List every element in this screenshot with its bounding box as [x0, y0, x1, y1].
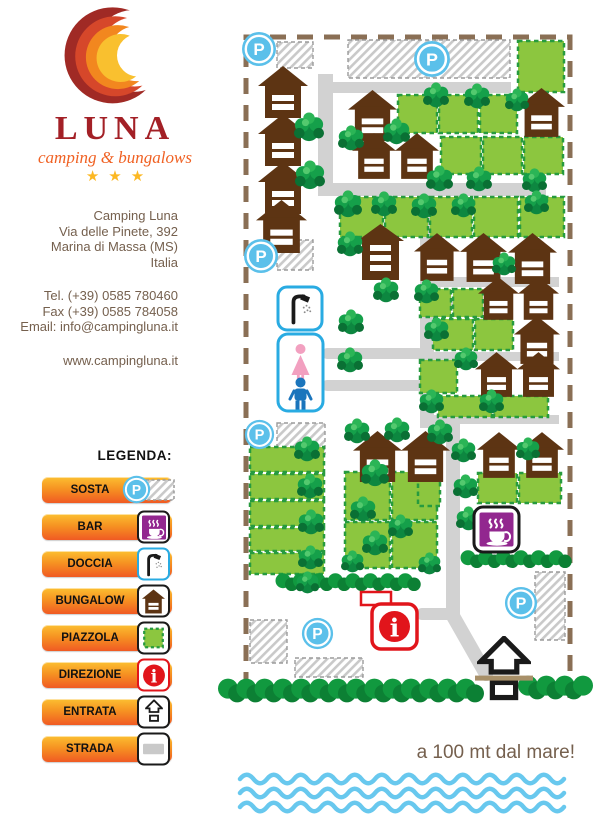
brand-tagline: camping & bungalows [38, 148, 192, 167]
parking-area [250, 620, 287, 663]
pitch-icon [137, 622, 170, 655]
pitch-area [483, 137, 522, 174]
hedge [218, 679, 484, 703]
parking-icon [414, 41, 450, 77]
parking-icon [244, 239, 278, 273]
bungalow-icon [137, 585, 170, 618]
road [322, 380, 424, 391]
parking-icon [505, 587, 537, 619]
fax-line: Fax (+39) 0585 784058 [42, 303, 178, 319]
entrance-arrow-icon [137, 696, 170, 729]
legend-label: BAR [77, 521, 103, 533]
legend-label: SOSTA [70, 484, 110, 496]
info-icon [372, 604, 417, 649]
legend-item-direzione [42, 662, 172, 688]
legend-item-piazzola [42, 625, 172, 651]
website-url[interactable]: www.campingluna.it [63, 352, 178, 368]
address-line: Camping Luna [93, 208, 178, 223]
sea-wave [240, 775, 564, 784]
parking-icon [120, 475, 176, 505]
road [322, 348, 424, 359]
road [453, 616, 486, 674]
legend-label: STRADA [66, 743, 114, 755]
road-icon [137, 733, 170, 766]
tree-icon [344, 418, 370, 443]
pitch-area [518, 41, 564, 92]
legend-item-strada [42, 736, 172, 762]
legend-item-entrata [42, 699, 172, 725]
rating-stars: ★★★ [85, 168, 154, 185]
address-line: Marina di Massa (MS) [50, 239, 178, 254]
bar-icon [137, 511, 170, 544]
parking-area [535, 572, 565, 640]
bar-icon [474, 507, 519, 552]
legend-item-doccia [42, 551, 172, 577]
shower-icon [137, 548, 170, 581]
parking-icon [245, 420, 274, 449]
email-line[interactable]: Email: info@campingluna.it [20, 319, 178, 334]
pitch-area [524, 137, 563, 174]
info-icon [137, 659, 170, 692]
sea-wave [240, 803, 564, 812]
pitch-area [420, 360, 457, 393]
parking-icon [302, 618, 333, 649]
phone-line: Tel. (+39) 0585 780460 [43, 288, 178, 303]
parking-area [277, 42, 313, 68]
crescent-moon-logo-icon [56, 2, 178, 114]
legend-item-bar [42, 514, 172, 540]
legend-label: DOCCIA [67, 558, 113, 570]
pitch-area [475, 319, 513, 350]
legend-label: ENTRATA [63, 706, 117, 718]
sea-wave [240, 789, 564, 798]
tree-icon [384, 417, 410, 442]
brand-name: LUNA [54, 110, 176, 147]
legend-item-bungalow [42, 588, 172, 614]
bungalow-icon [508, 233, 557, 284]
wc-icon [278, 334, 323, 411]
tree-icon [373, 277, 399, 302]
entrance-gate-bar [475, 676, 533, 681]
legend-label: DIREZIONE [58, 669, 122, 681]
parking-icon [242, 32, 276, 66]
parking-area [295, 658, 363, 677]
legend-title: LEGENDA: [97, 448, 172, 463]
bungalow-icon [258, 66, 308, 118]
contact-block [18, 208, 178, 368]
tree-icon [338, 309, 364, 334]
legend [42, 477, 172, 773]
hedge [461, 550, 572, 568]
address-line: Italia [150, 254, 178, 270]
legend-label: BUNGALOW [55, 595, 125, 607]
moon-layer-yellow [97, 34, 145, 82]
legend-label: PIAZZOLA [61, 632, 119, 644]
bungalow-icon [477, 432, 521, 478]
shower-icon [278, 287, 322, 330]
address-line: Via delle Pinete, 392 [58, 223, 178, 239]
legend-item-sosta [42, 477, 172, 503]
distance-note: a 100 mt dal mare! [416, 742, 575, 763]
pitch-area [474, 197, 518, 237]
